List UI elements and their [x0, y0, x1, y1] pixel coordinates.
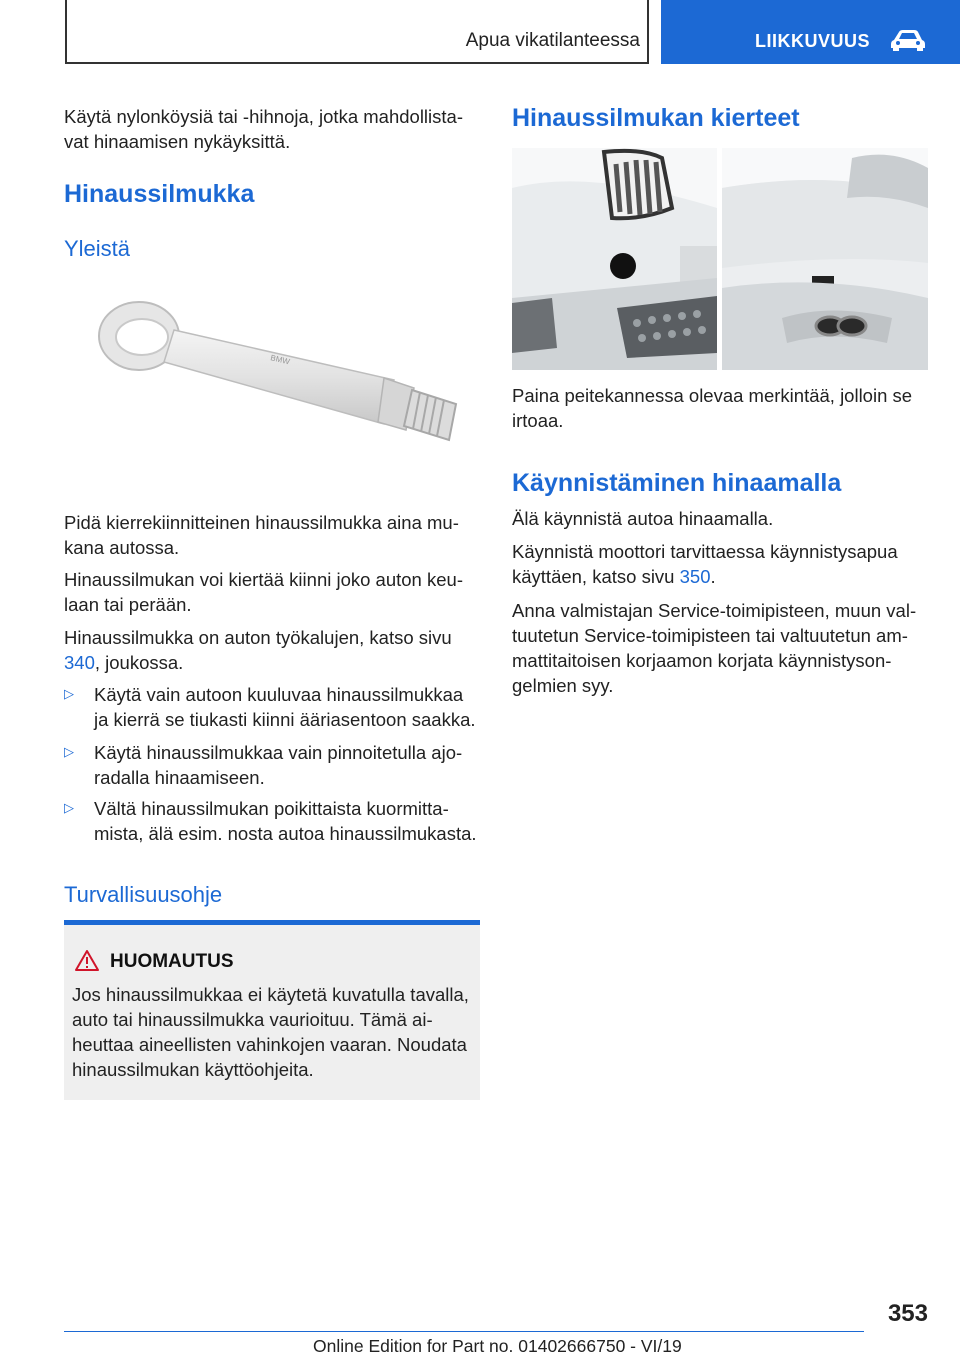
triangle-bullet-icon: ▷ — [64, 744, 74, 759]
footer-edition: Online Edition for Part no. 01402666750 - VI/19 — [313, 1336, 682, 1356]
front-bumper-photo — [512, 148, 717, 370]
tool-reference-suffix: , joukossa. — [94, 652, 184, 673]
warning-text: Jos hinaussilmukkaa ei käytetä kuvatulla tavalla, auto tai hinaussilmukka vaurioituu. Tämä aiheuttaa aineellisten vahinkojen vaaran. Noudata hinaussilmukan käyttöohjeita. — [72, 984, 469, 1080]
paragraph-keep-in-car: Pidä kierrekiinnitteinen hinaussilmukka aina mukana autossa. — [64, 512, 459, 558]
list-item-text: Vältä hinaussilmukan poikittaista kuormittamista, älä esim. nosta autoa hinaussilmukasta. — [94, 798, 477, 844]
heading-general: Yleistä — [64, 236, 131, 261]
header-tab-label: LIIKKUVUUS — [755, 31, 871, 51]
car-icon — [889, 28, 927, 52]
jump-start-text: Käynnistä moottori tarvittaessa käynnistysapua käyttäen, katso sivu — [512, 541, 898, 587]
list-item — [64, 682, 480, 732]
warning-box — [64, 920, 480, 1100]
header-tab[interactable] — [661, 0, 960, 64]
triangle-bullet-icon: ▷ — [64, 686, 74, 701]
heading-threads: Hinaussilmukan kierteet — [512, 104, 800, 132]
paragraph-do-not-tow-start: Älä käynnistä autoa hinaamalla. — [512, 508, 774, 529]
intro-paragraph: Käytä nylonköysiä tai -hihnoja, jotka mahdollistavat hinaamisen nykäyksittä. — [64, 106, 463, 152]
heading-towing-eye: Hinaussilmukka — [64, 180, 255, 208]
paragraph-service: Anna valmistajan Service-toimipisteen, muun valtuutetun Service-toimipisteen tai valtuutetun ammattitaitoisen korjaamon korjata käynnistysongelmien syy. — [512, 600, 917, 696]
svg-text:BMW: BMW — [269, 353, 291, 367]
page-link-350[interactable]: 350 — [679, 566, 711, 587]
list-item — [64, 740, 480, 790]
paragraph-screw-location: Hinaussilmukan voi kiertää kiinni joko auton keulaan tai perään. — [64, 569, 463, 615]
paragraph-press-cover: Paina peitekannessa olevaa merkintää, jolloin se irtoaa. — [512, 385, 913, 431]
page-link-340[interactable]: 340 — [64, 652, 95, 673]
heading-tow-start: Käynnistäminen hinaamalla — [512, 469, 842, 497]
list-item-text: Käytä hinaussilmukkaa vain pinnoitetulla ajoradalla hinaamiseen. — [94, 742, 463, 788]
jump-start-suffix: . — [710, 566, 716, 587]
heading-safety: Turvallisuusohje — [64, 882, 223, 907]
list-item-text: Käytä vain autoon kuuluvaa hinaussilmukkaa ja kierrä se tiukasti kiinni ääriasentoon saakka. — [94, 684, 476, 730]
tool-reference-text: Hinaussilmukka on auton työkalujen, katso sivu — [64, 627, 452, 648]
triangle-bullet-icon: ▷ — [64, 800, 74, 815]
list-item — [64, 796, 480, 846]
warning-triangle-icon — [74, 949, 100, 972]
paragraph-tool-reference — [64, 625, 480, 675]
warning-title: HUOMAUTUS — [110, 951, 234, 972]
page-number: 353 — [887, 1300, 928, 1327]
towing-eye-illustration — [84, 292, 484, 482]
header-section-title: Apua vikatilanteessa — [465, 30, 640, 51]
rear-bumper-photo — [722, 148, 928, 370]
footer-rule — [64, 1331, 864, 1332]
paragraph-jump-start — [512, 539, 928, 589]
